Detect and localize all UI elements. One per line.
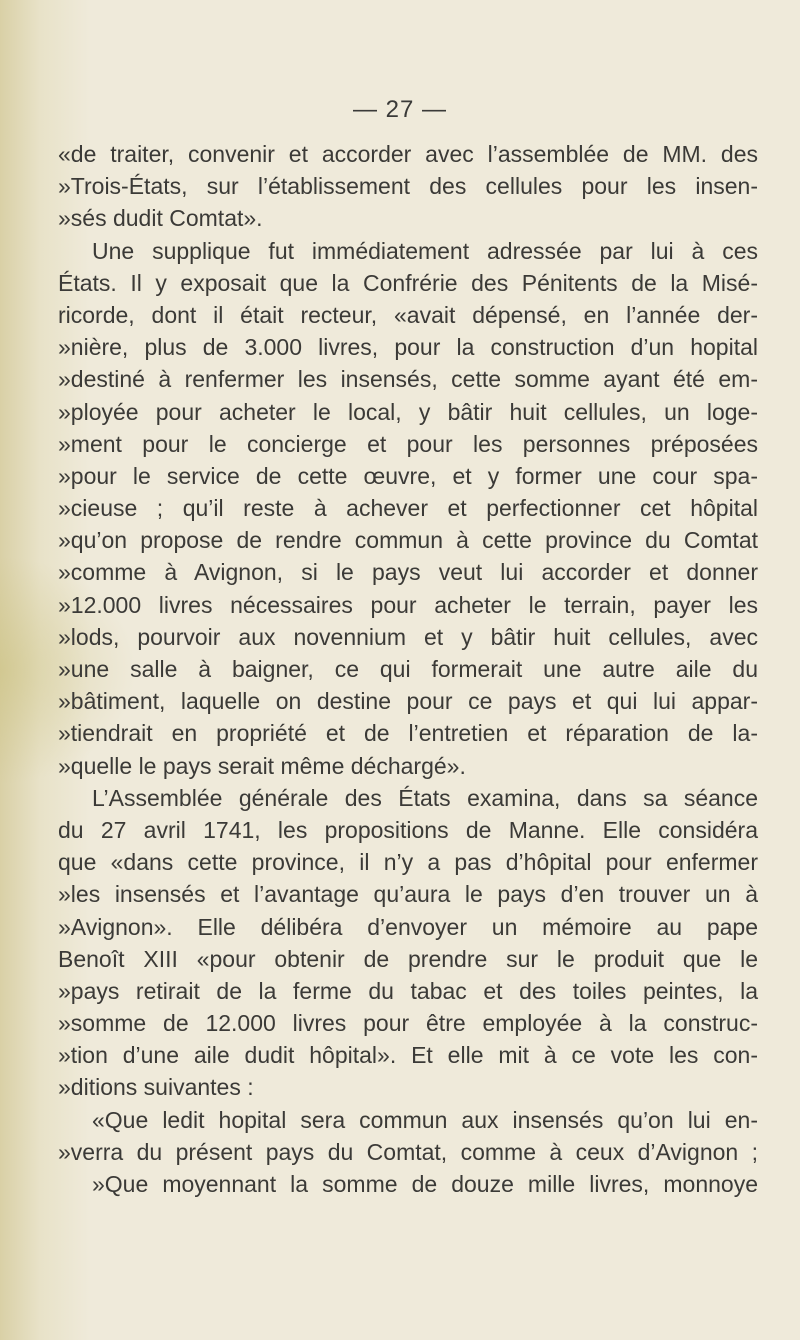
text-line: »verra du présent pays du Comtat, comme à ceux d’Avignon ; bbox=[58, 1138, 758, 1165]
text-line: »ditions suivantes : bbox=[58, 1074, 254, 1101]
text-line: »pays retirait de la ferme du tabac et des toiles peintes, la bbox=[58, 977, 758, 1004]
text-line: »une salle à baigner, ce qui formerait une autre aile du bbox=[58, 656, 758, 682]
text-line: »Trois-États, sur l’établissement des cellules pour les insen- bbox=[58, 173, 758, 200]
text-line: »bâtiment, laquelle on destine pour ce pays et qui lui appar- bbox=[58, 688, 758, 715]
text-line: »ment pour le concierge et pour les personnes préposées bbox=[58, 430, 758, 457]
text-line: »comme à Avignon, si le pays veut lui accorder et donner bbox=[58, 559, 758, 586]
text-line: »qu’on propose de rendre commun à cette province du Comtat bbox=[58, 527, 758, 554]
text-line: »ployée pour acheter le local, y bâtir huit cellules, un loge- bbox=[58, 398, 758, 425]
text-line: Benoît XIII «pour obtenir de prendre sur le produit que le bbox=[58, 945, 758, 972]
text-line: »tion d’une aile dudit hôpital». Et elle mit à ce vote les con- bbox=[58, 1042, 758, 1069]
text-line: »tiendrait en propriété et de l’entretien et réparation de la- bbox=[58, 720, 758, 747]
text-line: du 27 avril 1741, les propositions de Manne. Elle considéra bbox=[58, 816, 758, 843]
text-line: «Que ledit hopital sera commun aux insensés qu’on lui en- bbox=[92, 1106, 758, 1133]
text-line: que «dans cette province, il n’y a pas d’hôpital pour enfermer bbox=[58, 849, 758, 876]
body-text bbox=[58, 138, 758, 1200]
text-line: »12.000 livres nécessaires pour acheter le terrain, payer les bbox=[58, 591, 758, 618]
page-number: — 27 — bbox=[352, 96, 448, 123]
text-line: ricorde, dont il était recteur, «avait dépensé, en l’année der- bbox=[58, 301, 758, 328]
text-line: Une supplique fut immédiatement adressée par lui à ces bbox=[92, 237, 758, 264]
text-line: »sés dudit Comtat». bbox=[58, 205, 263, 232]
text-line: États. Il y exposait que la Confrérie des Pénitents de la Misé- bbox=[58, 269, 758, 296]
text-line: »les insensés et l’avantage qu’aura le pays d’en trouver un à bbox=[58, 881, 758, 908]
text-line: »quelle le pays serait même déchargé». bbox=[58, 752, 466, 779]
text-line: L’Assemblée générale des États examina, dans sa séance bbox=[92, 784, 758, 811]
text-line: »pour le service de cette œuvre, et y former une cour spa- bbox=[58, 462, 758, 489]
text-line: »Que moyennant la somme de douze mille livres, monnoye bbox=[92, 1171, 758, 1197]
text-line: »Avignon». Elle délibéra d’envoyer un mémoire au pape bbox=[58, 913, 758, 940]
text-line: »lods, pourvoir aux novennium et y bâtir huit cellules, avec bbox=[58, 623, 758, 650]
text-line: »cieuse ; qu’il reste à achever et perfectionner cet hôpital bbox=[58, 495, 758, 522]
text-line: »nière, plus de 3.000 livres, pour la construction d’un hopital bbox=[58, 334, 758, 361]
text-line: «de traiter, convenir et accorder avec l’assemblée de MM. des bbox=[58, 141, 758, 167]
text-line: »somme de 12.000 livres pour être employée à la construc- bbox=[58, 1010, 758, 1037]
text-line: »destiné à renfermer les insensés, cette somme ayant été em- bbox=[58, 366, 758, 393]
